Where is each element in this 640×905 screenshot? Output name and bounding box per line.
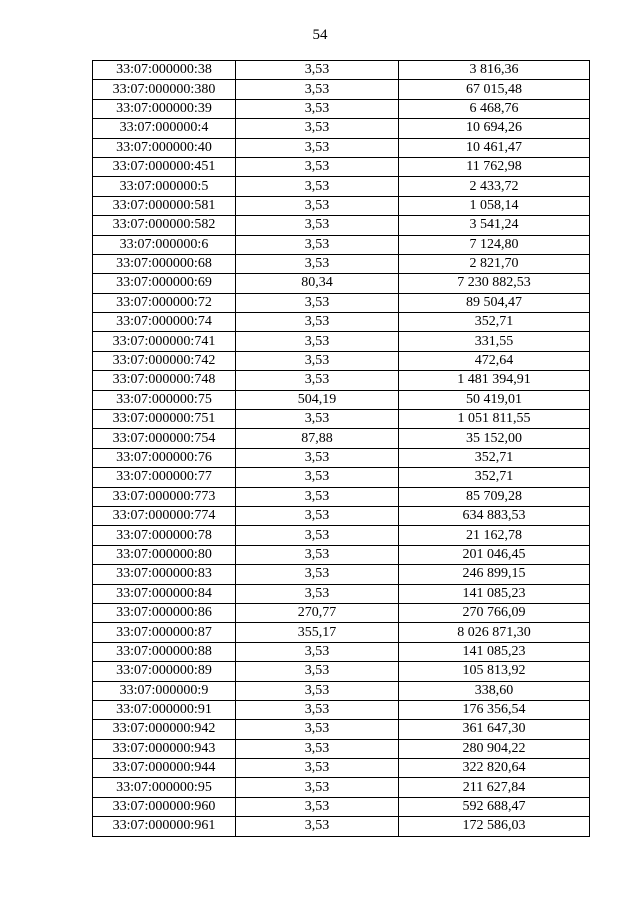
cadastral-number-cell: 33:07:000000:86	[93, 603, 236, 622]
table-body	[93, 61, 590, 837]
cadastral-number-cell: 33:07:000000:38	[93, 61, 236, 80]
rate-cell: 3,53	[236, 254, 399, 273]
table-row	[93, 817, 590, 836]
table-row	[93, 157, 590, 176]
cadastral-number-cell: 33:07:000000:72	[93, 293, 236, 312]
value-cell: 89 504,47	[399, 293, 590, 312]
value-cell: 1 051 811,55	[399, 410, 590, 429]
table-row	[93, 778, 590, 797]
table-row	[93, 61, 590, 80]
rate-cell: 87,88	[236, 429, 399, 448]
table-row	[93, 293, 590, 312]
rate-cell: 504,19	[236, 390, 399, 409]
rate-cell: 355,17	[236, 623, 399, 642]
rate-cell: 3,53	[236, 119, 399, 138]
cadastral-number-cell: 33:07:000000:773	[93, 487, 236, 506]
value-cell: 105 813,92	[399, 662, 590, 681]
cadastral-number-cell: 33:07:000000:87	[93, 623, 236, 642]
table-row	[93, 487, 590, 506]
value-cell: 50 419,01	[399, 390, 590, 409]
rate-cell: 3,53	[236, 99, 399, 118]
table-row	[93, 429, 590, 448]
value-cell: 592 688,47	[399, 797, 590, 816]
value-cell: 270 766,09	[399, 603, 590, 622]
rate-cell: 3,53	[236, 196, 399, 215]
table-row	[93, 351, 590, 370]
value-cell: 8 026 871,30	[399, 623, 590, 642]
table-row	[93, 177, 590, 196]
table-row	[93, 759, 590, 778]
table-row	[93, 313, 590, 332]
table-row	[93, 584, 590, 603]
value-cell: 35 152,00	[399, 429, 590, 448]
value-cell: 21 162,78	[399, 526, 590, 545]
rate-cell: 3,53	[236, 313, 399, 332]
table-row	[93, 254, 590, 273]
table-row	[93, 739, 590, 758]
value-cell: 338,60	[399, 681, 590, 700]
table-row	[93, 642, 590, 661]
table-row	[93, 700, 590, 719]
value-cell: 67 015,48	[399, 80, 590, 99]
value-cell: 3 816,36	[399, 61, 590, 80]
rate-cell: 3,53	[236, 759, 399, 778]
cadastral-number-cell: 33:07:000000:68	[93, 254, 236, 273]
value-cell: 10 694,26	[399, 119, 590, 138]
cadastral-number-cell: 33:07:000000:5	[93, 177, 236, 196]
cadastral-number-cell: 33:07:000000:89	[93, 662, 236, 681]
cadastral-number-cell: 33:07:000000:582	[93, 216, 236, 235]
cadastral-number-cell: 33:07:000000:741	[93, 332, 236, 351]
cadastral-number-cell: 33:07:000000:960	[93, 797, 236, 816]
cadastral-number-cell: 33:07:000000:88	[93, 642, 236, 661]
table-row	[93, 468, 590, 487]
rate-cell: 3,53	[236, 778, 399, 797]
rate-cell: 3,53	[236, 177, 399, 196]
table-row	[93, 662, 590, 681]
table-row	[93, 274, 590, 293]
value-cell: 141 085,23	[399, 642, 590, 661]
cadastral-number-cell: 33:07:000000:75	[93, 390, 236, 409]
table-row	[93, 216, 590, 235]
cadastral-number-cell: 33:07:000000:77	[93, 468, 236, 487]
table-row	[93, 371, 590, 390]
rate-cell: 3,53	[236, 584, 399, 603]
rate-cell: 3,53	[236, 739, 399, 758]
value-cell: 10 461,47	[399, 138, 590, 157]
value-cell: 322 820,64	[399, 759, 590, 778]
rate-cell: 3,53	[236, 565, 399, 584]
rate-cell: 3,53	[236, 157, 399, 176]
value-cell: 85 709,28	[399, 487, 590, 506]
table-row	[93, 448, 590, 467]
table-row	[93, 681, 590, 700]
cadastral-number-cell: 33:07:000000:961	[93, 817, 236, 836]
value-cell: 1 058,14	[399, 196, 590, 215]
value-cell: 7 230 882,53	[399, 274, 590, 293]
cadastral-number-cell: 33:07:000000:942	[93, 720, 236, 739]
value-cell: 1 481 394,91	[399, 371, 590, 390]
table-row	[93, 235, 590, 254]
value-cell: 2 821,70	[399, 254, 590, 273]
cadastral-number-cell: 33:07:000000:76	[93, 448, 236, 467]
rate-cell: 3,53	[236, 61, 399, 80]
cadastral-number-cell: 33:07:000000:451	[93, 157, 236, 176]
table-row	[93, 506, 590, 525]
value-cell: 361 647,30	[399, 720, 590, 739]
table-row	[93, 526, 590, 545]
cadastral-number-cell: 33:07:000000:751	[93, 410, 236, 429]
value-cell: 172 586,03	[399, 817, 590, 836]
value-cell: 352,71	[399, 313, 590, 332]
cadastral-number-cell: 33:07:000000:748	[93, 371, 236, 390]
rate-cell: 3,53	[236, 410, 399, 429]
value-cell: 472,64	[399, 351, 590, 370]
table-row	[93, 119, 590, 138]
value-cell: 201 046,45	[399, 545, 590, 564]
cadastral-number-cell: 33:07:000000:581	[93, 196, 236, 215]
rate-cell: 3,53	[236, 371, 399, 390]
table-row	[93, 565, 590, 584]
rate-cell: 3,53	[236, 642, 399, 661]
rate-cell: 3,53	[236, 80, 399, 99]
rate-cell: 3,53	[236, 351, 399, 370]
cadastral-number-cell: 33:07:000000:380	[93, 80, 236, 99]
rate-cell: 270,77	[236, 603, 399, 622]
cadastral-number-cell: 33:07:000000:74	[93, 313, 236, 332]
value-cell: 6 468,76	[399, 99, 590, 118]
value-cell: 352,71	[399, 448, 590, 467]
cadastral-number-cell: 33:07:000000:39	[93, 99, 236, 118]
rate-cell: 3,53	[236, 720, 399, 739]
rate-cell: 3,53	[236, 700, 399, 719]
cadastral-number-cell: 33:07:000000:69	[93, 274, 236, 293]
rate-cell: 3,53	[236, 216, 399, 235]
cadastral-number-cell: 33:07:000000:80	[93, 545, 236, 564]
table-row	[93, 720, 590, 739]
table-row	[93, 603, 590, 622]
table-row	[93, 80, 590, 99]
table-row	[93, 390, 590, 409]
cadastral-number-cell: 33:07:000000:944	[93, 759, 236, 778]
rate-cell: 3,53	[236, 332, 399, 351]
rate-cell: 3,53	[236, 506, 399, 525]
table-row	[93, 196, 590, 215]
cadastral-number-cell: 33:07:000000:95	[93, 778, 236, 797]
cadastral-number-cell: 33:07:000000:943	[93, 739, 236, 758]
value-cell: 2 433,72	[399, 177, 590, 196]
table-row	[93, 545, 590, 564]
rate-cell: 3,53	[236, 235, 399, 254]
rate-cell: 80,34	[236, 274, 399, 293]
cadastral-value-table	[92, 60, 590, 837]
rate-cell: 3,53	[236, 797, 399, 816]
cadastral-number-cell: 33:07:000000:754	[93, 429, 236, 448]
value-cell: 141 085,23	[399, 584, 590, 603]
rate-cell: 3,53	[236, 468, 399, 487]
cadastral-number-cell: 33:07:000000:742	[93, 351, 236, 370]
cadastral-number-cell: 33:07:000000:6	[93, 235, 236, 254]
cadastral-number-cell: 33:07:000000:4	[93, 119, 236, 138]
rate-cell: 3,53	[236, 448, 399, 467]
table-row	[93, 797, 590, 816]
cadastral-number-cell: 33:07:000000:84	[93, 584, 236, 603]
page-number: 54	[312, 27, 328, 43]
value-cell: 3 541,24	[399, 216, 590, 235]
value-cell: 211 627,84	[399, 778, 590, 797]
rate-cell: 3,53	[236, 545, 399, 564]
value-cell: 176 356,54	[399, 700, 590, 719]
value-cell: 246 899,15	[399, 565, 590, 584]
table-row	[93, 332, 590, 351]
value-cell: 634 883,53	[399, 506, 590, 525]
cadastral-number-cell: 33:07:000000:774	[93, 506, 236, 525]
value-cell: 7 124,80	[399, 235, 590, 254]
cadastral-number-cell: 33:07:000000:40	[93, 138, 236, 157]
table-row	[93, 623, 590, 642]
table-row	[93, 138, 590, 157]
rate-cell: 3,53	[236, 681, 399, 700]
cadastral-number-cell: 33:07:000000:9	[93, 681, 236, 700]
value-cell: 331,55	[399, 332, 590, 351]
rate-cell: 3,53	[236, 293, 399, 312]
value-cell: 11 762,98	[399, 157, 590, 176]
rate-cell: 3,53	[236, 526, 399, 545]
rate-cell: 3,53	[236, 487, 399, 506]
value-cell: 352,71	[399, 468, 590, 487]
value-cell: 280 904,22	[399, 739, 590, 758]
rate-cell: 3,53	[236, 138, 399, 157]
cadastral-number-cell: 33:07:000000:91	[93, 700, 236, 719]
cadastral-number-cell: 33:07:000000:78	[93, 526, 236, 545]
rate-cell: 3,53	[236, 817, 399, 836]
rate-cell: 3,53	[236, 662, 399, 681]
cadastral-number-cell: 33:07:000000:83	[93, 565, 236, 584]
table-row	[93, 410, 590, 429]
table-row	[93, 99, 590, 118]
